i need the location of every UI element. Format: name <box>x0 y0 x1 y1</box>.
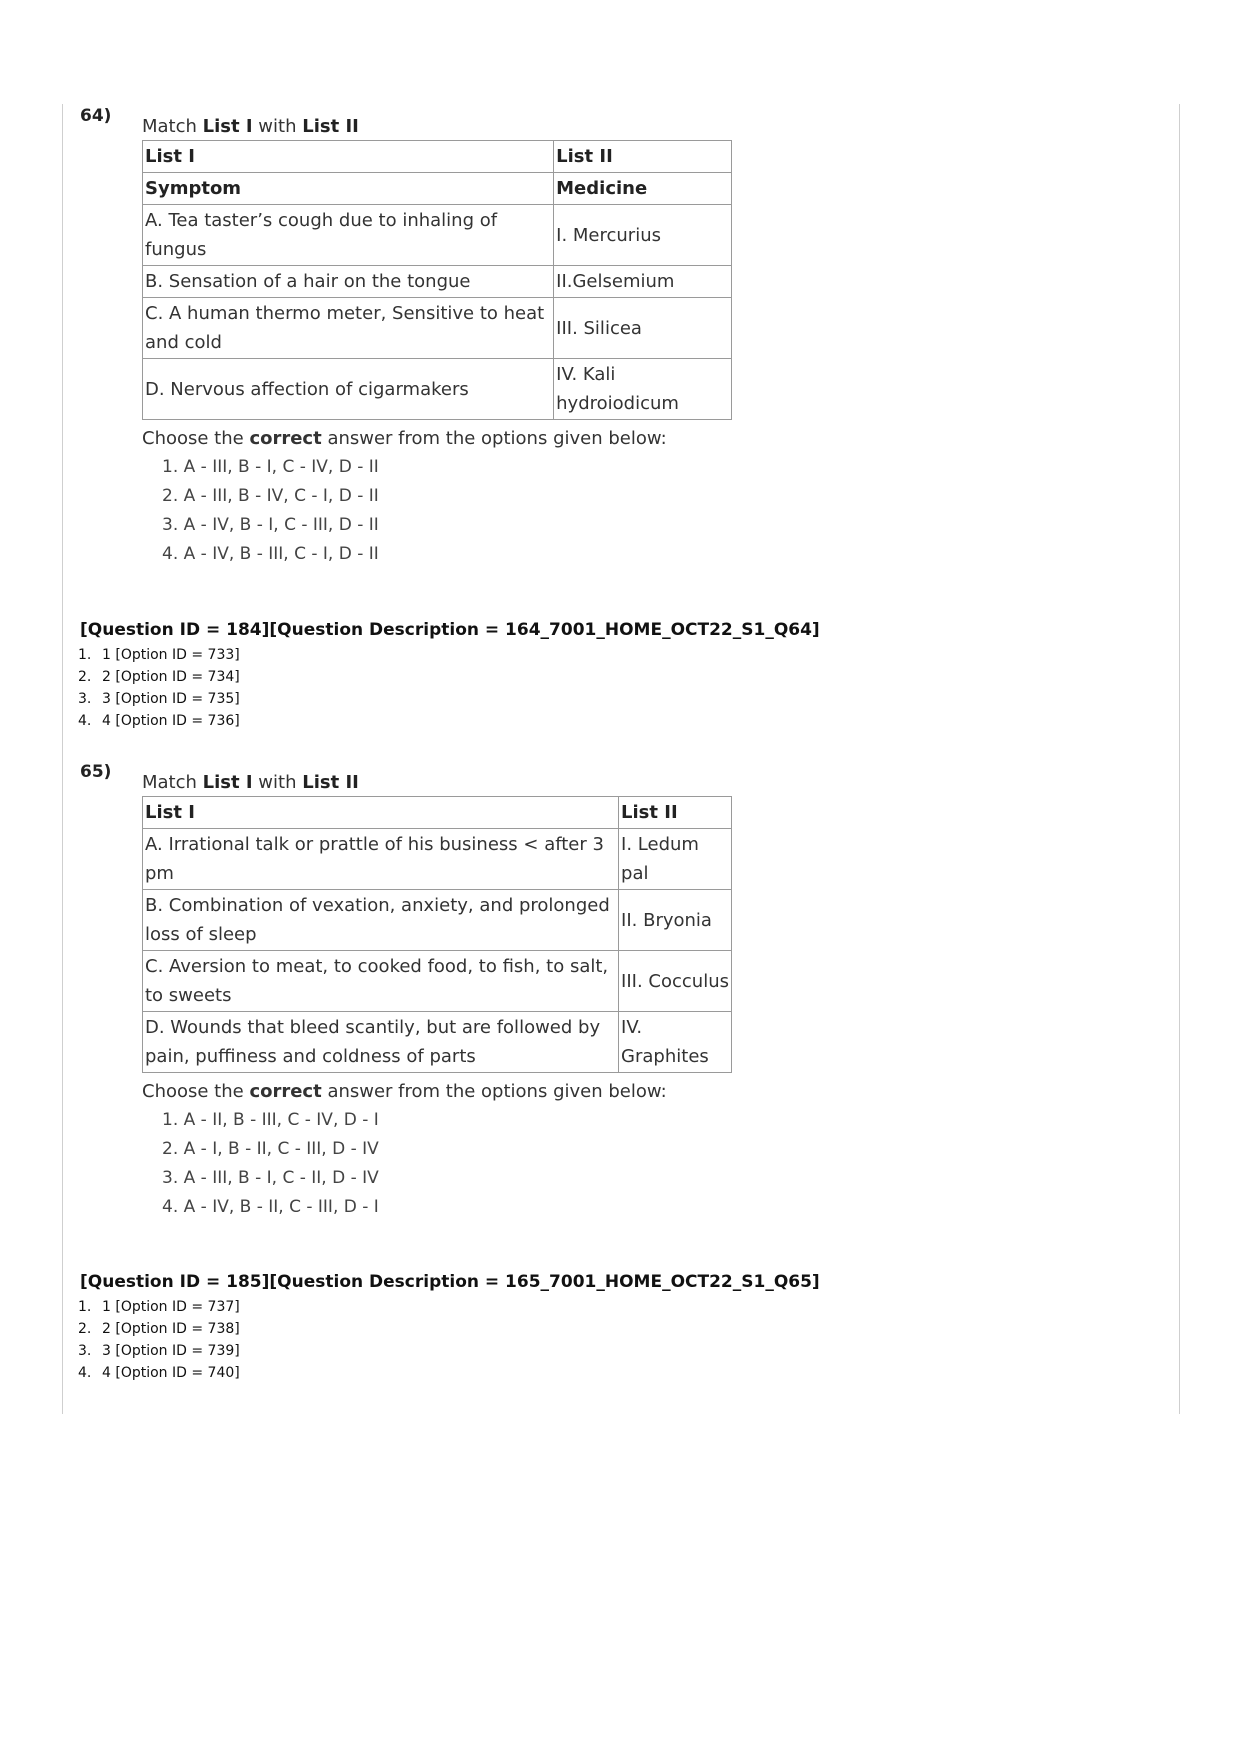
option-list <box>80 644 1140 732</box>
option-item <box>80 688 1140 710</box>
option-text: 3 [Option ID = 739] <box>102 1343 240 1359</box>
option-number: 3. <box>78 691 92 707</box>
option-text: 3 [Option ID = 735] <box>102 691 240 707</box>
prompt-list2: List II <box>302 772 359 793</box>
question-meta-64 <box>80 620 1140 732</box>
table-cell: B. Combination of vexation, anxiety, and prolonged loss of sleep <box>143 890 619 951</box>
table-cell: IV. Kali hydroiodicum <box>554 359 732 420</box>
choose-instruction <box>142 1081 942 1102</box>
table-cell: C. A human thermo meter, Sensitive to heat and cold <box>143 298 554 359</box>
option-item <box>80 1340 1140 1362</box>
option-number: 1. <box>78 647 92 663</box>
option-text: 2 [Option ID = 738] <box>102 1321 240 1337</box>
option-text: 1 [Option ID = 737] <box>102 1299 240 1315</box>
option-item <box>80 710 1140 732</box>
table-cell: B. Sensation of a hair on the tongue <box>143 266 554 298</box>
column-header: List I <box>143 141 554 173</box>
column-subheader: Medicine <box>554 173 732 205</box>
answer-item: 3. A - III, B - I, C - II, D - IV <box>162 1168 379 1188</box>
option-number: 1. <box>78 1299 92 1315</box>
question-body <box>142 772 942 1222</box>
prompt-list2: List II <box>302 116 359 137</box>
question-body <box>142 116 942 569</box>
option-list <box>80 1296 1140 1384</box>
prompt-text: with <box>252 772 303 793</box>
answer-list <box>142 453 942 569</box>
table-header-row <box>143 141 732 173</box>
table-row <box>143 1012 732 1073</box>
column-header: List I <box>143 797 619 829</box>
table-cell: IV. Graphites <box>619 1012 732 1073</box>
table-cell: I. Mercurius <box>554 205 732 266</box>
answer-item: 3. A - IV, B - I, C - III, D - II <box>162 515 379 535</box>
choose-text: answer from the options given below: <box>321 1081 667 1102</box>
answer-item: 1. A - II, B - III, C - IV, D - I <box>162 1110 379 1130</box>
match-table <box>142 796 732 1073</box>
prompt-text: with <box>252 116 303 137</box>
choose-text: answer from the options given below: <box>321 428 667 449</box>
table-cell: A. Irrational talk or prattle of his business < after 3 pm <box>143 829 619 890</box>
question-prompt <box>142 772 942 793</box>
table-cell: II. Bryonia <box>619 890 732 951</box>
prompt-text: Match <box>142 116 203 137</box>
option-number: 2. <box>78 669 92 685</box>
option-item <box>80 1318 1140 1340</box>
column-header: List II <box>619 797 732 829</box>
table-cell: III. Cocculus <box>619 951 732 1012</box>
choose-text: Choose the <box>142 1081 250 1102</box>
table-row <box>143 890 732 951</box>
question-number: 64) <box>80 106 112 126</box>
choose-bold: correct <box>249 1081 322 1102</box>
table-subheader-row <box>143 173 732 205</box>
option-text: 1 [Option ID = 733] <box>102 647 240 663</box>
table-row <box>143 266 732 298</box>
option-text: 2 [Option ID = 734] <box>102 669 240 685</box>
choose-instruction <box>142 428 942 449</box>
answer-item: 4. A - IV, B - II, C - III, D - I <box>162 1197 379 1217</box>
table-cell: D. Wounds that bleed scantily, but are followed by pain, puffiness and coldness of parts <box>143 1012 619 1073</box>
table-row <box>143 298 732 359</box>
table-cell: I. Ledum pal <box>619 829 732 890</box>
answer-list <box>142 1106 942 1222</box>
option-item <box>80 1296 1140 1318</box>
choose-text: Choose the <box>142 428 250 449</box>
table-cell: C. Aversion to meat, to cooked food, to fish, to salt, to sweets <box>143 951 619 1012</box>
question-number: 65) <box>80 762 112 782</box>
option-text: 4 [Option ID = 740] <box>102 1365 240 1381</box>
prompt-text: Match <box>142 772 203 793</box>
option-number: 4. <box>78 1365 92 1381</box>
choose-bold: correct <box>249 428 322 449</box>
option-text: 4 [Option ID = 736] <box>102 713 240 729</box>
answer-item: 4. A - IV, B - III, C - I, D - II <box>162 544 379 564</box>
question-prompt <box>142 116 942 137</box>
question-id-line: [Question ID = 185][Question Description = 165_7001_HOME_OCT22_S1_Q65] <box>80 1272 820 1292</box>
answer-item: 1. A - III, B - I, C - IV, D - II <box>162 457 379 477</box>
table-row <box>143 205 732 266</box>
option-number: 3. <box>78 1343 92 1359</box>
option-item <box>80 644 1140 666</box>
table-cell: II.Gelsemium <box>554 266 732 298</box>
answer-item: 2. A - I, B - II, C - III, D - IV <box>162 1139 379 1159</box>
option-item <box>80 666 1140 688</box>
option-number: 2. <box>78 1321 92 1337</box>
question-id-line: [Question ID = 184][Question Description = 164_7001_HOME_OCT22_S1_Q64] <box>80 620 820 640</box>
table-row <box>143 359 732 420</box>
match-table <box>142 140 732 420</box>
option-number: 4. <box>78 713 92 729</box>
table-cell: III. Silicea <box>554 298 732 359</box>
column-subheader: Symptom <box>143 173 554 205</box>
prompt-list1: List I <box>202 772 253 793</box>
column-header: List II <box>554 141 732 173</box>
question-meta-65 <box>80 1272 1140 1384</box>
table-cell: A. Tea taster’s cough due to inhaling of fungus <box>143 205 554 266</box>
option-item <box>80 1362 1140 1384</box>
table-row <box>143 829 732 890</box>
table-cell: D. Nervous affection of cigarmakers <box>143 359 554 420</box>
table-header-row <box>143 797 732 829</box>
answer-item: 2. A - III, B - IV, C - I, D - II <box>162 486 379 506</box>
prompt-list1: List I <box>202 116 253 137</box>
table-row <box>143 951 732 1012</box>
